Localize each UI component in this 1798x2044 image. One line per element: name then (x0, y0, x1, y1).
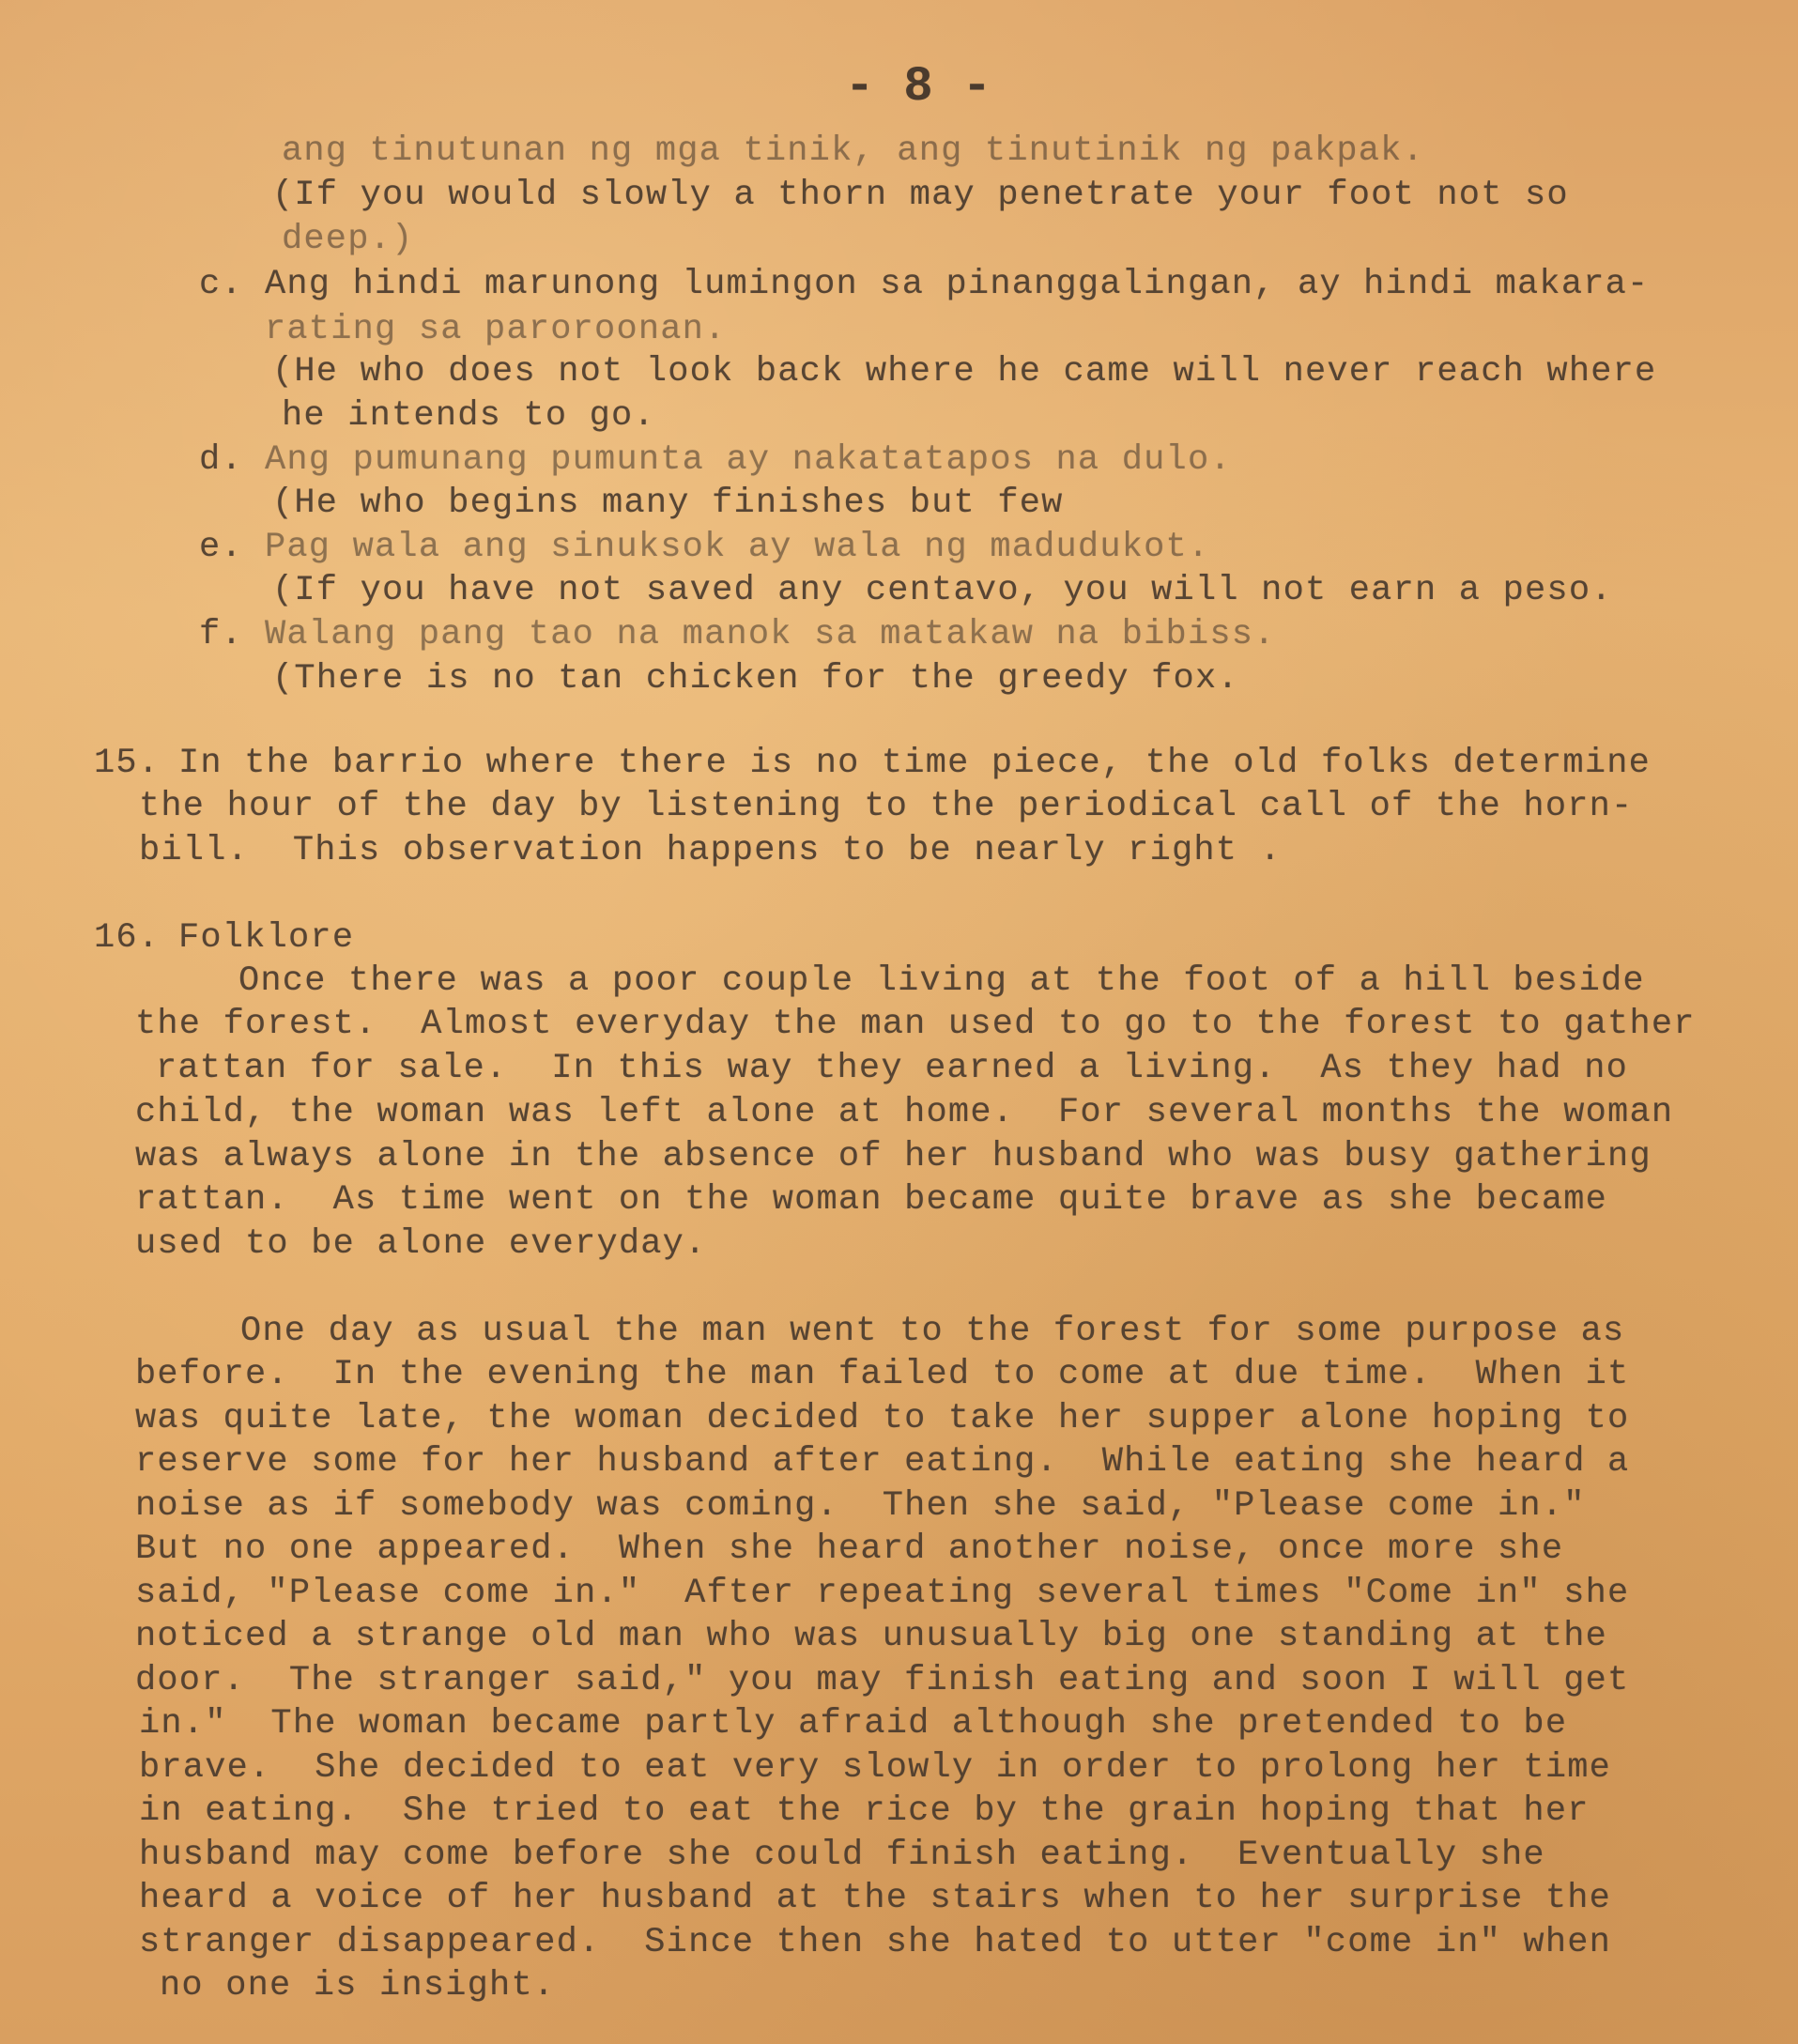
folklore-p1-line: Once there was a poor couple living at the foot of a hill beside (238, 961, 1645, 1001)
folklore-p2-line: said, "Please come in." After repeating several times "Come in" she (135, 1574, 1630, 1613)
folklore-p1-line: child, the woman was left alone at home. For several months the woman (135, 1093, 1674, 1132)
proverb-d-line-1: Ang pumunang pumunta ay nakatatapos na dulo. (265, 440, 1232, 480)
proverb-d-line-2: (He who begins many finishes but few (272, 484, 1064, 523)
folklore-p2-line: was quite late, the woman decided to take her supper alone hoping to (135, 1399, 1630, 1438)
proverb-e-label: e. (199, 528, 243, 567)
proverb-b-line-3: deep.) (282, 220, 414, 259)
proverb-b-line-2: (If you would slowly a thorn may penetrate your foot not so (272, 176, 1569, 215)
proverb-d-label: d. (199, 440, 243, 480)
proverb-f-line-1: Walang pang tao na manok sa matakaw na bibiss. (265, 615, 1276, 654)
folklore-p1-line: the forest. Almost everyday the man used to go to the forest to gather (135, 1005, 1696, 1044)
proverb-e-line-2: (If you have not saved any centavo, you will not earn a peso. (272, 571, 1613, 610)
folklore-p2-line: in." The woman became partly afraid although she pretended to be (139, 1704, 1568, 1744)
proverb-c-line-2: rating sa paroroonan. (265, 310, 727, 349)
item-15-number: 15. (94, 744, 161, 783)
proverb-f-label: f. (199, 615, 243, 654)
folklore-p2-line: stranger disappeared. Since then she hated to utter "come in" when (139, 1923, 1612, 1962)
folklore-p2-line: But no one appeared. When she heard another noise, once more she (135, 1529, 1564, 1569)
folklore-p2-line: reserve some for her husband after eating. While eating she heard a (135, 1442, 1630, 1482)
page-number: - 8 - (845, 59, 992, 115)
folklore-p2-line: no one is insight. (160, 1966, 556, 2006)
folklore-p2-line: noise as if somebody was coming. Then she said, "Please come in." (135, 1486, 1586, 1526)
proverb-e-line-1: Pag wala ang sinuksok ay wala ng madudukot. (265, 528, 1210, 567)
folklore-p2-line: before. In the evening the man failed to come at due time. When it (135, 1355, 1630, 1394)
folklore-p2-line: noticed a strange old man who was unusually big one standing at the (135, 1617, 1608, 1656)
item-15-line-2: the hour of the day by listening to the periodical call of the horn- (139, 787, 1634, 826)
proverb-c-label: c. (199, 265, 243, 304)
proverb-f-line-2: (There is no tan chicken for the greedy fox. (272, 659, 1239, 699)
item-16-number: 16. (94, 918, 161, 958)
folklore-p2-line: in eating. She tried to eat the rice by the grain hoping that her (139, 1791, 1590, 1831)
item-15-line-1: In the barrio where there is no time piece, the old folks determine (178, 744, 1652, 783)
folklore-p2-line: heard a voice of her husband at the stairs when to her surprise the (139, 1879, 1612, 1918)
folklore-p1-line: rattan. As time went on the woman became quite brave as she became (135, 1180, 1608, 1220)
proverb-c-line-3: (He who does not look back where he came will never reach where (272, 352, 1657, 392)
item-15-line-3: bill. This observation happens to be nearly right . (139, 831, 1282, 870)
proverb-c-line-4: he intends to go. (282, 396, 655, 436)
folklore-p1-line: rattan for sale. In this way they earned a living. As they had no (156, 1049, 1629, 1088)
folklore-p2-line: One day as usual the man went to the forest for some purpose as (240, 1312, 1625, 1351)
proverb-c-line-1: Ang hindi marunong lumingon sa pinanggalingan, ay hindi makara- (265, 265, 1650, 304)
folklore-p1-line: was always alone in the absence of her husband who was busy gathering (135, 1137, 1652, 1176)
folklore-p2-line: husband may come before she could finish eating. Eventually she (139, 1836, 1545, 1875)
folklore-p1-line: used to be alone everyday. (135, 1224, 707, 1264)
folklore-p2-line: brave. She decided to eat very slowly in order to prolong her time (139, 1748, 1612, 1788)
folklore-heading: Folklore (178, 918, 355, 958)
folklore-p2-line: door. The stranger said," you may finish eating and soon I will get (135, 1661, 1630, 1700)
proverb-b-line-1: ang tinutunan ng mga tinik, ang tinutinik ng pakpak. (282, 131, 1424, 171)
